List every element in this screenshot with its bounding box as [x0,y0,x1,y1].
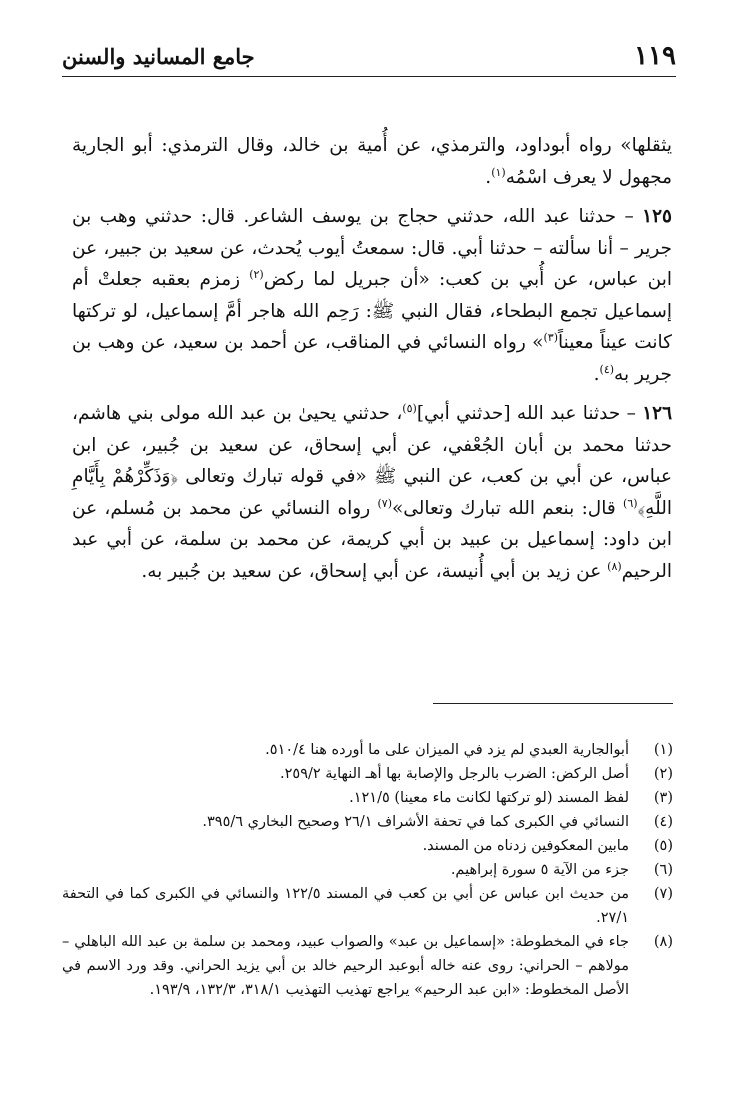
hadith-126: ١٢٦ – حدثنا عبد الله [حدثني أبي]$^{(٥)}$، حدثني يحيىٰ بن عبد الله مولى بني هاشم، حدثنا محمد بن أبان الجُعْفي، عن أبي إسحاق، عن سعيد بن جُبير، عن ابن عباس، عن أبي بن كعب، عن النبي ﷺ «في قوله تبارك وتعالى ﴿وَذَكِّرْهُمْ بِأَيَّامِ اللَّهِ﴾$^{(٦)}$ قال: بنعم الله تبارك وتعالى»$^{(٧)}$ رواه النسائي عن محمد بن مُسلم، عن ابن داود: إسماعيل بن عبيد بن أبي كريمة، عن محمد بن سلمة، عن أبي عبد الرحيم$^{(٨)}$ عن زيد بن أبي أُنيسة، عن أبي إسحاق، عن سعيد بن جُبير به. [72,401,673,582]
footnote [62,858,673,882]
footnote-text: أبوالجارية العبدي لم يزد في الميزان على ما أورده هنا ٥١٠/٤. [265,742,629,758]
footnote-text: مابين المعكوفين زدناه من المسند. [422,838,629,854]
footnote-text: جاء في المخطوطة: «إسماعيل بن عبد» والصواب عبيد، ومحمد بن سلمة بن عبد الله الباهلي – مولاهم – الحراني: روى عنه خاله أبوعبد الرحيم خالد بن أبي يزيد الحراني. وقد ورد الاسم في الأصل المخطوط: «ابن عبد الرحيم» يراجع تهذيب التهذيب ٣١٨/١، ١٣٢/٣، ١٩٣/٩. [62,934,629,998]
footnote-ref: (٢) [249,267,264,281]
footnote-ref: (٣) [543,330,558,344]
footnote-number: (٢) [653,766,673,782]
footnote-text: لفظ المسند (لو تركتها لكانت ماء معينا) ١٢١/٥. [349,790,629,806]
footnote-number: (٨) [653,934,673,950]
footnote-number: (٦) [653,862,673,878]
footnote-number: (١) [653,742,673,758]
footnote [62,762,673,786]
footnote-number: (٧) [653,886,673,902]
hadith-number: ١٢٦ [642,403,673,424]
footnote-number: (٣) [653,790,673,806]
page-header [62,38,676,74]
footnote-number: (٥) [653,838,673,854]
hadith-number: ١٢٥ [642,206,672,227]
footnotes [62,738,673,1002]
footnote-ref: (٤) [599,362,615,376]
header-rule [62,76,676,77]
footnote [62,738,673,762]
footnote-ref: (٥) [402,401,417,415]
running-title: جامع المسانيد والسنن [62,43,255,69]
footnote-ref: (٨) [607,559,622,573]
footnote-text: جزء من الآية ٥ سورة إبراهيم. [450,862,629,878]
footnote [62,930,673,1002]
footnote-ref: (١) [491,165,506,179]
main-text [72,130,672,595]
hadith-125: ١٢٥ – حدثنا عبد الله، حدثني حجاج بن يوسف الشاعر. قال: حدثني وهب بن جرير – أنا سألته – حدثنا أبي. قال: سمعتُ أيوب يُحدث، عن سعيد بن جبير، عن ابن عباس، عن أُبي بن كعب: «أن جبريل لما ركض$^{(٢)}$ زمزم بعقبه جعلتْ أم إسماعيل تجمع البطحاء، فقال النبي ﷺ: رَحِم الله هاجر أمَّ إسماعيل، لو تركتها كانت عيناً معيناً$^{(٣)}$» رواه النسائي في المناقب، عن أحمد بن سعيد، عن وهب بن جرير به$^{(٤)}$. [72,206,672,385]
footnote [62,882,673,930]
footnote-ref: (٧) [377,496,392,510]
footnote-text: النسائي في الكبرى كما في تحفة الأشراف ٢٦/١ وصحيح البخاري ٣٩٥/٦. [202,814,629,830]
footnote-separator [433,703,673,704]
footnote [62,810,673,834]
footnote-ref: (٦) [623,496,638,510]
paragraph-continuation: يثقلها» رواه أبوداود، والترمذي، عن أُمية بن خالد، وقال الترمذي: أبو الجارية مجهول لا يعرف اسْمُه$^{(١)}$. [72,135,672,188]
footnote-text: أصل الركض: الضرب بالرجل والإصابة بها أهـ النهاية ٢٥٩/٢. [280,766,629,782]
footnote-text: من حديث ابن عباس عن أبي بن كعب في المسند ١٢٢/٥ والنسائي في الكبرى كما في التحفة ٢٧/١. [62,886,629,926]
footnote [62,786,673,810]
page-number: ١١٩ [634,41,676,71]
footnote [62,834,673,858]
footnote-number: (٤) [653,814,673,830]
